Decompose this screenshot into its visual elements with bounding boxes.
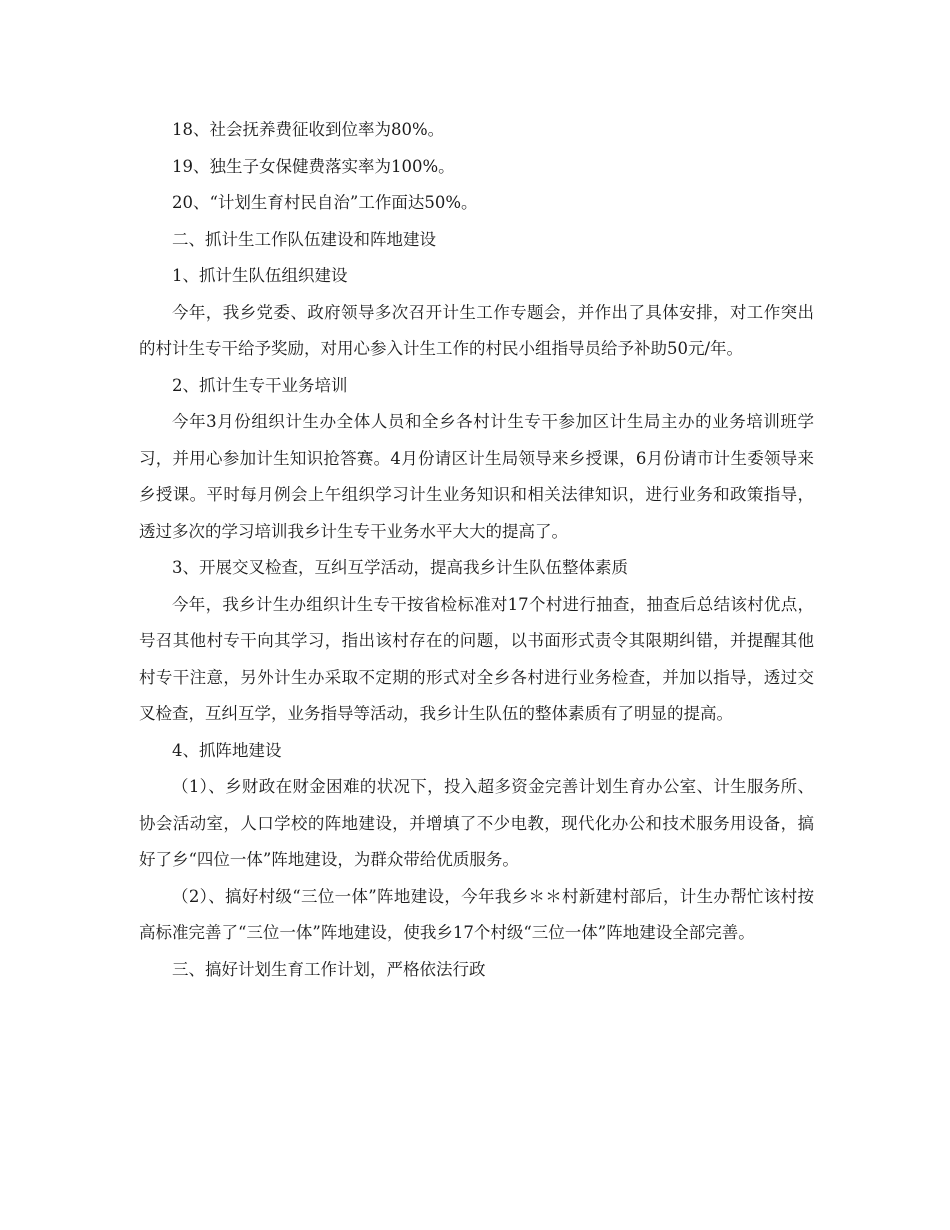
subsection-heading: 1、抓计生队伍组织建设: [172, 266, 348, 285]
subsection-heading: 3、开展交叉检查，互纠互学活动，提高我乡计生队伍整体素质: [172, 558, 628, 577]
body-paragraph: （2）、搞好村级“三位一体”阵地建设，今年我乡＊＊村新建村部后，计生办帮忙该村按高标准完善了“三位一体”阵地建设，使我乡17个村级“三位一体”阵地建设全部完善。: [139, 886, 814, 942]
section-heading: 二、抓计生工作队伍建设和阵地建设: [172, 229, 436, 249]
list-item: 18、社会抚养费征收到位率为80%。: [172, 120, 445, 139]
subsection-heading: 2、抓计生专干业务培训: [172, 375, 348, 395]
body-paragraph: 今年，我乡党委、政府领导多次召开计生工作专题会，并作出了具体安排，对工作突出的村计生专干给予奖励，对用心参入计生工作的村民小组指导员给予补助50元/年。: [139, 302, 814, 358]
body-paragraph: 今年，我乡计生办组织计生专干按省检标准对17个村进行抽查，抽查后总结该村优点，号召其他村专干向其学习，指出该村存在的问题，以书面形式责令其限期纠错，并提醒其他村专干注意，另外计生办采取不定期的形式对全乡各村进行业务检查，并加以指导，透过交叉检查，互纠互学，业务指导等活动，我乡计生队伍的整体素质有了明显的提高。: [139, 594, 814, 723]
body-paragraph: （1）、乡财政在财金困难的状况下，投入超多资金完善计划生育办公室、计生服务所、协会活动室，人口学校的阵地建设，并增填了不少电教，现代化办公和技术服务用设备，搞好了乡“四位一体”阵地建设，为群众带给优质服务。: [139, 777, 814, 869]
list-item: 19、独生子女保健费落实率为100%。: [172, 156, 455, 176]
document-body: [139, 112, 814, 988]
list-item: 20、“计划生育村民自治”工作面达50%。: [172, 193, 478, 212]
subsection-heading: 4、抓阵地建设: [172, 740, 282, 760]
section-heading: 三、搞好计划生育工作计划，严格依法行政: [172, 959, 486, 979]
body-paragraph: 今年3月份组织计生办全体人员和全乡各村计生专干参加区计生局主办的业务培训班学习，并用心参加计生知识抢答赛。4月份请区计生局领导来乡授课，6月份请市计生委领导来乡授课。平时每月例会上午组织学习计生业务知识和相关法律知识，进行业务和政策指导，透过多次的学习培训我乡计生专干业务水平大大的提高了。: [139, 412, 814, 541]
